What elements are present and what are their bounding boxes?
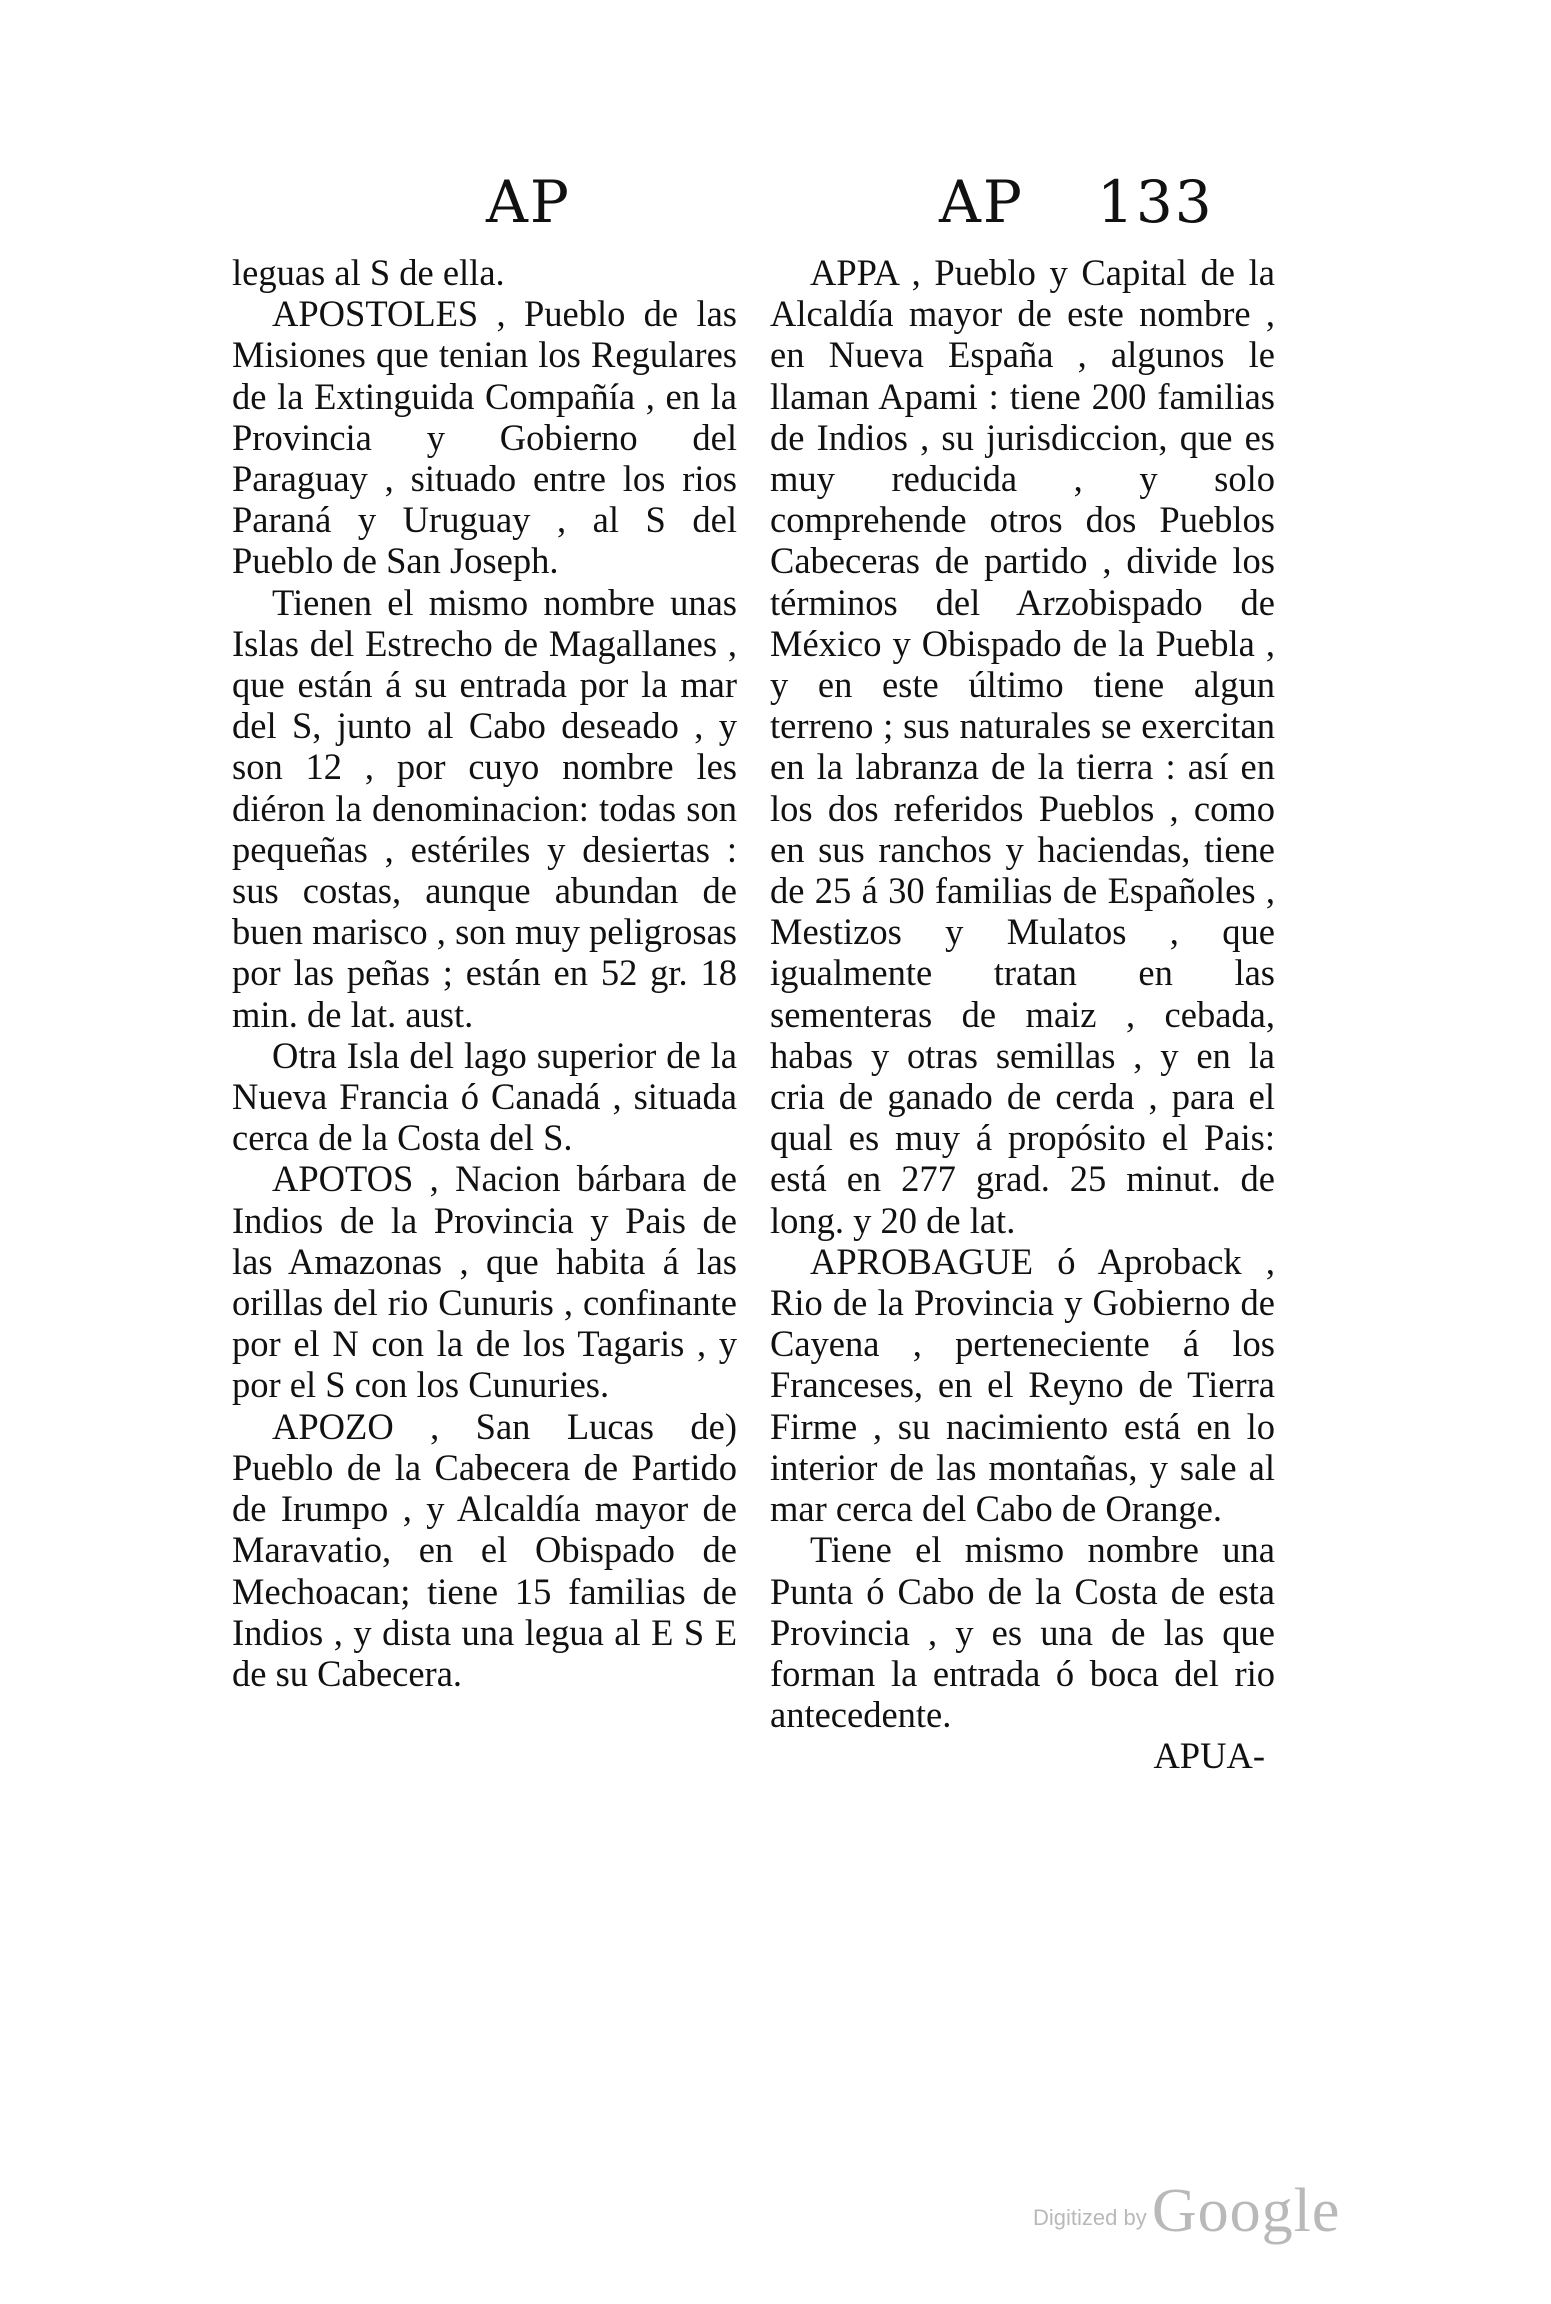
entry-paragraph: Tiene el mismo nombre una Punta ó Cabo de la Costa de esta Provincia , y es una de las que forman la entrada ó boca del rio antecedente. (770, 1529, 1275, 1736)
catchword: APUA- (1153, 1735, 1265, 1777)
left-column (232, 252, 737, 1694)
running-head-left: AP (486, 168, 571, 236)
entry-paragraph: Tienen el mismo nombre unas Islas del Estrecho de Magallanes , que están á su entrada por la mar del S, junto al Cabo deseado , y son 12 , por cuyo nombre les diéron la denominacion: todas son pequeñas , estériles y desiertas : sus costas, aunque abundan de buen marisco , son muy peligrosas por las peñas ; están en 52 gr. 18 min. de lat. aust. (232, 581, 737, 1035)
entry-paragraph: APROBAGUE ó Aproback , Rio de la Provincia y Gobierno de Cayena , perteneciente á los Franceses, en el Reyno de Tierra Firme , su nacimiento está en lo interior de las montañas, y sale al mar cerca del Cabo de Orange. (770, 1240, 1275, 1530)
running-head-right: AP (939, 168, 1024, 236)
right-column (770, 252, 1275, 1777)
entry-paragraph: Otra Isla del lago superior de la Nueva Francia ó Canadá , situada cerca de la Costa del S. (232, 1034, 737, 1159)
digitized-by-watermark (1033, 2176, 1340, 2247)
entry-paragraph: APOSTOLES , Pueblo de las Misiones que tenian los Regulares de la Extinguida Compañía , en la Provincia y Gobierno del Paraguay , situado entre los rios Paraná y Uruguay , al S del Pueblo de San Joseph. (232, 293, 737, 582)
page-number: 133 (1097, 168, 1214, 236)
google-logo-text: Google (1151, 2177, 1341, 2245)
entry-paragraph: APPA , Pueblo y Capital de la Alcaldía mayor de este nombre , en Nueva España , algunos le llaman Apami : tiene 200 familias de Indios , su jurisdiccion, que es muy reducida , y solo comprehende otros dos Pueblos Cabeceras de partido , divide los términos del Arzobispado de México y Obispado de la Puebla , y en este último tiene algun terreno ; sus naturales se exercitan en la labranza de la tierra : así en los dos referidos Pueblos , como en sus ranchos y haciendas, tiene de 25 á 30 familias de Españoles , Mestizos y Mulatos , que igualmente tratan en las sementeras de maiz , cebada, habas y otras semillas , y en la cria de ganado de cerda , para el qual es muy á propósito el Pais: está en 277 grad. 25 minut. de long. y 20 de lat. (770, 252, 1275, 1241)
entry-paragraph: APOZO , San Lucas de) Pueblo de la Cabecera de Partido de Irumpo , y Alcaldía mayor de Maravatio, en el Obispado de Mechoacan; tiene 15 familias de Indios , y dista una legua al E S E de su Cabecera. (232, 1405, 737, 1694)
entry-paragraph: leguas al S de ella. (232, 252, 505, 293)
entry-paragraph: APOTOS , Nacion bárbara de Indios de la Provincia y Pais de las Amazonas , que habita á las orillas del rio Cunuris , confinante por el N con la de los Tagaris , y por el S con los Cunuries. (232, 1158, 737, 1406)
digitized-by-label: Digitized by (1033, 2205, 1147, 2230)
